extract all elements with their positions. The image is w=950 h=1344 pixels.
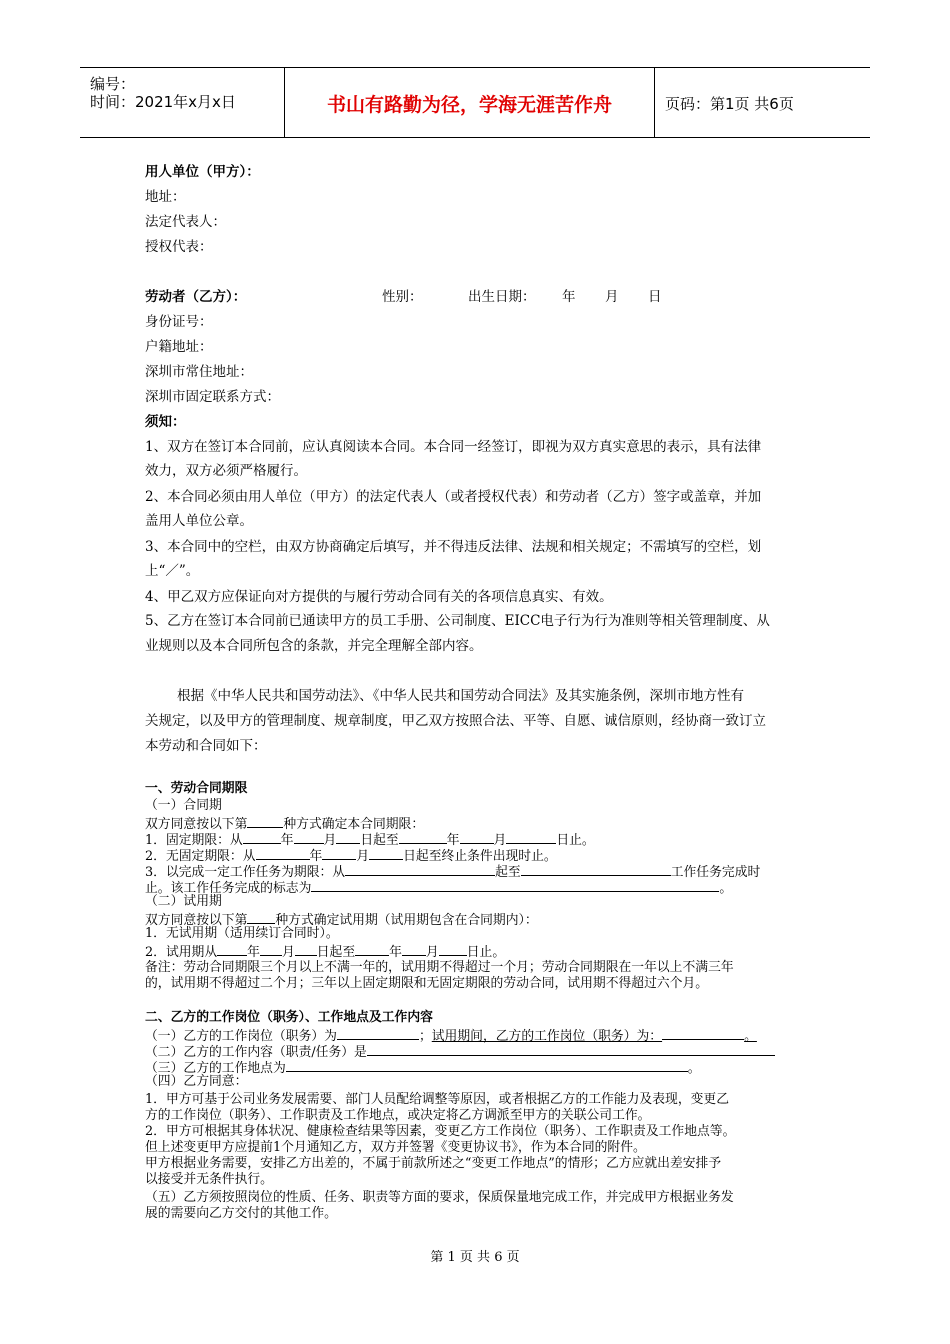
task-term-text: 3．以完成一定工作任务为期限：从 [145, 865, 346, 880]
employee-label: 劳动者（乙方）： [145, 289, 247, 305]
fixed-start-month-blank[interactable] [294, 830, 324, 844]
slogan: 书山有路勤为径，学海无涯苦作舟 [326, 94, 612, 116]
remark-line: 的，试用期不得超过二个月；三年以上固定期限和无固定期限的劳动合同，试用期不得超过六个月。 [145, 976, 709, 991]
id-label: 身份证号： [145, 314, 213, 330]
probation-post-blank[interactable] [662, 1026, 744, 1040]
agree-title: （四）乙方同意： [145, 1074, 248, 1089]
notice-line: 1、双方在签订本合同前，应认真阅读本合同。本合同一经签订，即视为双方真实意思的表示，具有法律 [145, 439, 762, 455]
page-footer: 第 1 页 共 6 页 [430, 1250, 520, 1265]
probation-text: 年 [247, 945, 260, 960]
open-term-text: 月 [356, 849, 370, 864]
notice-line: 上“／”。 [145, 563, 200, 579]
probation-text: 日止。 [466, 945, 506, 960]
agree-line: 甲方根据业务需要，安排乙方出差的，不属于前款所述之“变更工作地点”的情形；乙方应就出差安排予 [145, 1156, 722, 1171]
probation-post-text: 试用期间，乙方的工作岗位（职务）为： [431, 1029, 663, 1044]
section2-title: 二、乙方的工作岗位（职务）、工作地点及工作内容 [145, 1010, 433, 1025]
open-term-text: 2．无固定期限：从 [145, 849, 256, 864]
agree-line: 方的工作岗位（职务）、工作职责及工作地点，或决定将乙方调派至甲方的关联公司工作。 [145, 1108, 651, 1123]
prob-start-day-blank[interactable] [295, 942, 317, 956]
notice-line: 效力，双方必须严格履行。 [145, 463, 307, 479]
task-end-blank[interactable] [521, 862, 671, 876]
notice-title: 须知： [145, 414, 186, 430]
legal-rep-label: 法定代表人： [145, 214, 226, 230]
duty-line: 展的需要向乙方交付的其他工作。 [145, 1206, 337, 1221]
time-line: 时间：2021年x月x日 [90, 93, 236, 111]
open-day-blank[interactable] [369, 846, 403, 860]
task-term-text: 。 [719, 881, 733, 896]
probation-choice-blank[interactable] [247, 910, 275, 924]
prob-start-month-blank[interactable] [260, 942, 282, 956]
fixed-term-text: 年 [280, 833, 294, 848]
notice-line: 4、甲乙双方应保证向对方提供的与履行劳动合同有关的各项信息真实、有效。 [145, 589, 613, 605]
open-month-blank[interactable] [322, 846, 356, 860]
address-label: 地址： [145, 189, 186, 205]
birth-year-label: 年 [562, 289, 576, 305]
prob-end-year-blank[interactable] [355, 942, 389, 956]
fixed-end-day-blank[interactable] [506, 830, 556, 844]
agree-line: 但上述变更甲方应提前1个月通知乙方，双方并签署《变更协议书》，作为本合同的附件。 [145, 1140, 646, 1155]
gender-label: 性别： [382, 289, 423, 305]
fixed-term-text: 月 [323, 833, 337, 848]
page-info: 页码：第1页 共6页 [665, 95, 794, 113]
contract-term-title: （一）合同期 [145, 798, 222, 813]
term-choice-blank[interactable] [247, 814, 283, 828]
notice-line: 5、乙方在签订本合同前已通读甲方的员工手册、公司制度、EICC电子行为行为准则等相关管理制度、从 [145, 613, 770, 629]
probation-text: 双方同意按以下第 [145, 913, 248, 928]
sz-contact-label: 深圳市固定联系方式： [145, 389, 280, 405]
work-content-text: （二）乙方的工作内容（职责/任务）是 [145, 1045, 367, 1060]
term-choice-text: 种方式确定本合同期限： [283, 817, 425, 832]
prob-end-month-blank[interactable] [402, 942, 426, 956]
fixed-term-text: 月 [493, 833, 507, 848]
household-label: 户籍地址： [145, 339, 213, 355]
fixed-term-text: 日起至 [360, 833, 399, 848]
birth-label: 出生日期： [468, 289, 536, 305]
preamble-line: 本劳动和合同如下： [145, 738, 267, 754]
duty-line: （五）乙方须按照岗位的性质、任务、职责等方面的要求，保质保量地完成工作，并完成甲方根据业务发 [145, 1190, 734, 1205]
task-start-blank[interactable] [345, 862, 495, 876]
birth-month-label: 月 [605, 289, 619, 305]
probation-text: 年 [389, 945, 402, 960]
authorized-rep-label: 授权代表： [145, 239, 213, 255]
header-meta-cell [80, 68, 285, 137]
preamble-line: 关规定，以及甲方的管理制度、规章制度，甲乙双方按照合法、平等、自愿、诚信原则，经协商一致订立 [145, 713, 766, 729]
probation-none-line: 1．无试用期（适用续订合同时）。 [145, 926, 339, 941]
task-mark-line [145, 878, 732, 897]
post-text: （一）乙方的工作岗位（职务）为 [145, 1029, 337, 1044]
work-place-blank[interactable] [286, 1058, 688, 1072]
probation-text: 月 [425, 945, 439, 960]
post-text: ； [418, 1029, 432, 1044]
notice-line: 业规则以及本合同所包含的条款，并完全理解全部内容。 [145, 638, 483, 654]
serial-label: 编号： [90, 75, 136, 93]
agree-line: 2．甲方可根据其身体状况、健康检查结果等因素，变更乙方工作岗位（职务）、工作职责及工作地点等。 [145, 1124, 736, 1139]
fixed-term-text: 年 [446, 833, 460, 848]
task-term-text: 起至 [495, 865, 521, 880]
task-mark-blank[interactable] [311, 878, 719, 892]
task-term-text: 止。该工作任务完成的标志为 [145, 881, 312, 896]
employer-label: 用人单位（甲方）： [145, 164, 260, 180]
notice-line: 3、本合同中的空栏，由双方协商确定后填写，并不得违反法律、法规和相关规定；不需填写的空栏，划 [145, 539, 762, 555]
probation-text: 日起至 [316, 945, 356, 960]
work-content-blank[interactable] [367, 1042, 775, 1056]
agree-line: 1．甲方可基于公司业务发展需要、部门人员配给调整等原因，或者根据乙方的工作能力及表现，变更乙 [145, 1092, 730, 1107]
probation-text: 种方式确定试用期（试用期包含在合同期内）： [275, 913, 538, 928]
birth-day-label: 日 [648, 289, 662, 305]
probation-period-line [145, 942, 505, 961]
remark-line: 备注：劳动合同期限三个月以上不满一年的，试用期不得超过一个月；劳动合同期限在一年以上不满三年 [145, 960, 734, 975]
agree-line: 以接受并无条件执行。 [145, 1172, 273, 1187]
fixed-term-text: 1．固定期限：从 [145, 833, 243, 848]
fixed-end-month-blank[interactable] [460, 830, 494, 844]
term-choice-text: 双方同意按以下第 [145, 817, 248, 832]
sz-address-label: 深圳市常住地址： [145, 364, 253, 380]
open-term-text: 日起至终止条件出现时止。 [403, 849, 557, 864]
section1-title: 一、劳动合同期限 [145, 781, 248, 796]
preamble-line: 根据《中华人民共和国劳动法》、《中华人民共和国劳动合同法》及其实施条例，深圳市地方性有 [177, 688, 744, 704]
work-place-text: 。 [687, 1061, 701, 1076]
prob-start-year-blank[interactable] [217, 942, 247, 956]
task-term-text: 工作任务完成时 [670, 865, 761, 880]
header-page-cell [655, 68, 870, 137]
probation-title: （二）试用期 [145, 894, 222, 909]
probation-text: 2．试用期从 [145, 945, 218, 960]
probation-text: 月 [281, 945, 295, 960]
post-blank[interactable] [337, 1026, 419, 1040]
header-slogan-cell [285, 68, 655, 137]
fixed-end-year-blank[interactable] [399, 830, 447, 844]
notice-line: 2、本合同必须由用人单位（甲方）的法定代表人（或者授权代表）和劳动者（乙方）签字或盖章，并加 [145, 489, 762, 505]
fixed-term-text: 日止。 [556, 833, 595, 848]
page-header [80, 67, 870, 138]
open-term-text: 年 [309, 849, 323, 864]
prob-end-day-blank[interactable] [439, 942, 467, 956]
fixed-start-year-blank[interactable] [243, 830, 281, 844]
fixed-start-day-blank[interactable] [336, 830, 360, 844]
open-year-blank[interactable] [256, 846, 310, 860]
post-text: 。 [744, 1029, 757, 1044]
work-place-text: （三）乙方的工作地点为 [145, 1061, 286, 1076]
notice-line: 盖用人单位公章。 [145, 513, 253, 529]
